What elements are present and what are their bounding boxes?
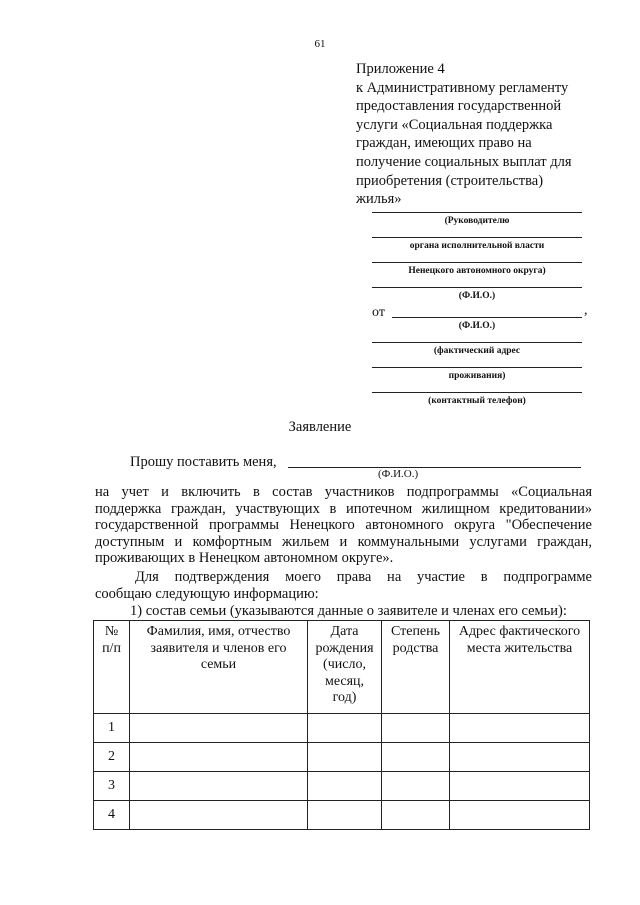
appendix-line: приобретения (строительства): [356, 172, 544, 189]
request-prefix: Прошу поставить меня,: [130, 454, 277, 470]
address-fill-line[interactable]: [372, 342, 582, 343]
table-row: [94, 743, 590, 772]
appendix-header: [356, 60, 606, 209]
table-row: [94, 801, 590, 830]
table-cell[interactable]: [308, 772, 382, 801]
row-number: 3: [94, 772, 130, 801]
table-cell[interactable]: [382, 714, 450, 743]
document-title: Заявление: [288, 419, 352, 435]
column-header-relation: Степень родства: [382, 621, 450, 714]
table-cell[interactable]: [382, 801, 450, 830]
addressee-fill-line[interactable]: [372, 262, 582, 263]
address-caption: проживания): [448, 371, 506, 381]
column-header-number: № п/п: [94, 621, 130, 714]
addressee-caption: Ненецкого автономного округа): [408, 266, 546, 276]
family-heading: 1) состав семьи (указываются данные о заявителе и членах его семьи):: [130, 603, 567, 619]
row-number: 2: [94, 743, 130, 772]
appendix-line: к Административному регламенту: [356, 79, 569, 96]
from-label: от: [372, 305, 385, 320]
row-number: 1: [94, 714, 130, 743]
family-table: [93, 620, 590, 830]
table-cell[interactable]: [450, 743, 590, 772]
table-cell[interactable]: [450, 772, 590, 801]
address-caption: (фактический адрес: [433, 346, 521, 356]
body-line: на учет и включить в состав участников подпрограммы «Социальная: [95, 484, 592, 500]
addressee-fill-line[interactable]: [372, 287, 582, 288]
appendix-line: услуги «Социальная поддержка: [356, 116, 553, 133]
table-cell[interactable]: [308, 714, 382, 743]
addressee-caption: (Руководителю: [444, 216, 510, 226]
confirm-line: Для подтверждения моего права на участие в подпрограмме: [135, 569, 592, 585]
appendix-line: получение социальных выплат для: [356, 153, 572, 170]
appendix-line: Приложение 4: [356, 61, 445, 77]
table-cell[interactable]: [308, 743, 382, 772]
table-row: [94, 714, 590, 743]
table-cell[interactable]: [130, 743, 308, 772]
confirm-paragraph: [95, 569, 592, 602]
request-fio-caption: (Ф.И.О.): [378, 468, 419, 480]
confirm-line: сообщаю следующую информацию:: [95, 585, 319, 602]
applicant-caption: (Ф.И.О.): [458, 321, 496, 331]
table-cell[interactable]: [130, 714, 308, 743]
column-header-address: Адрес фактического места жительства: [450, 621, 590, 714]
table-cell[interactable]: [308, 801, 382, 830]
addressee-fill-line[interactable]: [372, 212, 582, 213]
table-cell[interactable]: [382, 743, 450, 772]
request-name-line[interactable]: [288, 467, 581, 468]
table-cell[interactable]: [382, 772, 450, 801]
body-line: доступным и комфортным жильем и коммунальными услугами граждан,: [95, 533, 592, 550]
request-body: [95, 484, 592, 567]
table-cell[interactable]: [130, 772, 308, 801]
column-header-name: Фамилия, имя, отчество заявителя и членов его семьи: [130, 621, 308, 714]
appendix-line: жилья»: [356, 191, 402, 208]
phone-caption: (контактный телефон): [428, 396, 526, 406]
body-line: проживающих в Ненецком автономном округе».: [95, 550, 394, 567]
comma: ,: [584, 303, 588, 318]
phone-fill-line[interactable]: [372, 392, 582, 393]
appendix-line: граждан, имеющих право на: [356, 135, 532, 152]
body-line: государственной программы Ненецкого автономного округа "Обеспечение: [95, 517, 592, 534]
address-fill-line[interactable]: [372, 367, 582, 368]
column-header-birthdate: Дата рождения (число, месяц, год): [308, 621, 382, 714]
applicant-name-line[interactable]: [392, 317, 582, 318]
table-header-row: [94, 621, 590, 714]
appendix-line: предоставления государственной: [356, 98, 562, 115]
table-cell[interactable]: [450, 714, 590, 743]
row-number: 4: [94, 801, 130, 830]
addressee-fill-line[interactable]: [372, 237, 582, 238]
body-line: поддержка граждан, участвующих в ипотечном жилищном кредитовании»: [95, 500, 592, 517]
table-cell[interactable]: [450, 801, 590, 830]
addressee-caption: (Ф.И.О.): [458, 291, 496, 301]
addressee-caption: органа исполнительной власти: [409, 241, 545, 251]
page-number: 61: [314, 38, 326, 50]
table-row: [94, 772, 590, 801]
table-cell[interactable]: [130, 801, 308, 830]
